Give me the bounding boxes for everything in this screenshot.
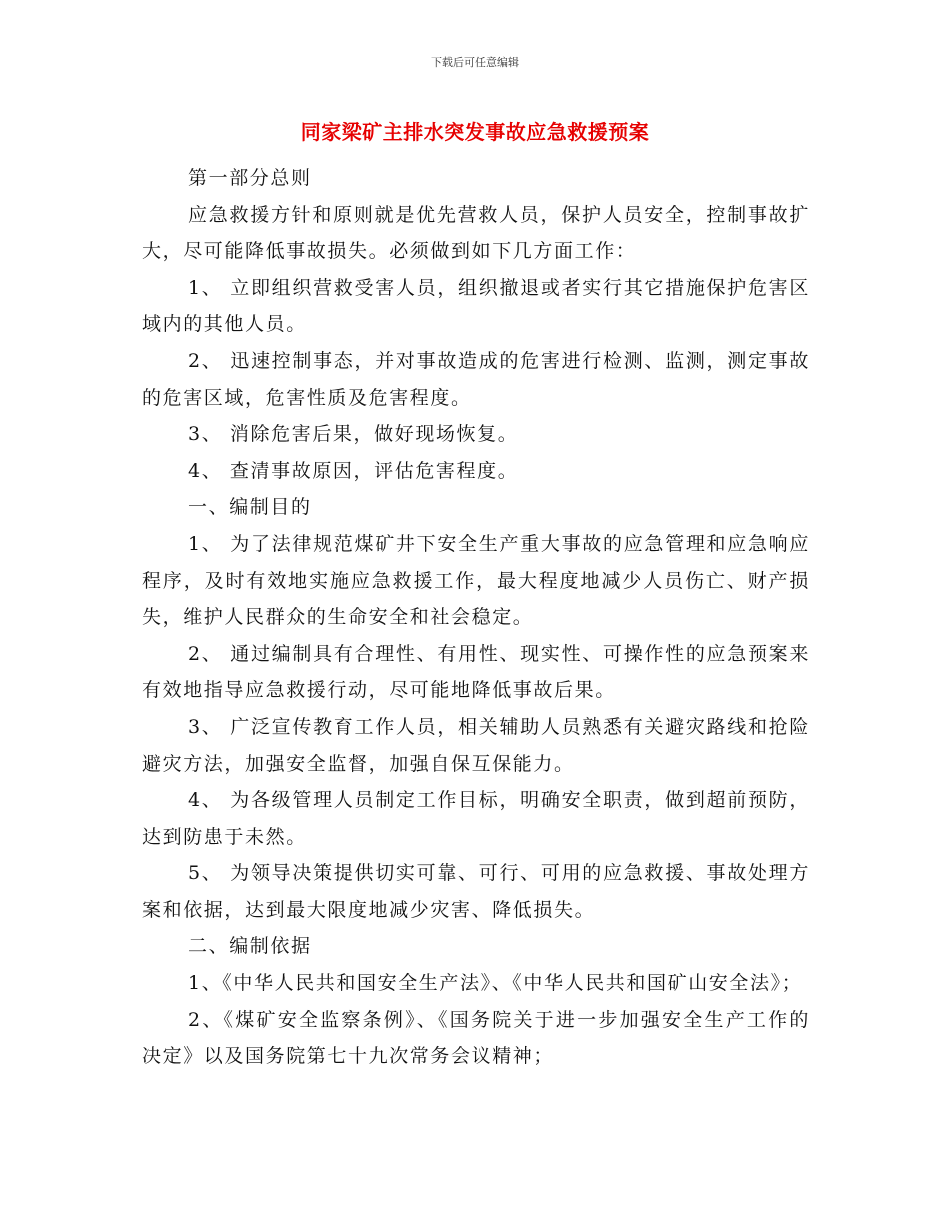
header-note: 下载后可任意编辑	[431, 56, 519, 69]
paragraph: 3、 消除危害后果，做好现场恢复。	[188, 423, 519, 446]
document-title: 同家梁矿主排水突发事故应急救援预案	[300, 120, 650, 144]
paragraph: 1、 为了法律规范煤矿井下安全生产重大事故的应急管理和应急响应程序，及时有效地实施应急救援工作，最大程度地减少人员伤亡、财产损失，维护人民群众的生命安全和社会稳定。	[142, 532, 810, 629]
paragraph: 应急救援方针和原则就是优先营救人员，保护人员安全，控制事故扩大，尽可能降低事故损失。必须做到如下几方面工作：	[142, 203, 810, 263]
paragraph: 4、 查清事故原因，评估危害程度。	[188, 459, 519, 482]
paragraph: 5、 为领导决策提供切实可靠、可行、可用的应急救援、事故处理方案和依据，达到最大限度地减少灾害、降低损失。	[142, 862, 810, 921]
section-heading: 一、编制目的	[188, 496, 312, 519]
paragraph: 第一部分总则	[188, 167, 312, 189]
paragraph: 2、 通过编制具有合理性、有用性、现实性、可操作性的应急预案来有效地指导应急救援行动，尽可能地降低事故后果。	[142, 642, 810, 702]
paragraph: 1、《中华人民共和国安全生产法》、《中华人民共和国矿山安全法》；	[188, 972, 803, 995]
paragraph: 1、 立即组织营救受害人员，组织撤退或者实行其它措施保护危害区域内的其他人员。	[142, 276, 810, 336]
paragraph: 2、 迅速控制事态，并对事故造成的危害进行检测、监测，测定事故的危害区域，危害性质及危害程度。	[142, 349, 810, 409]
document-body	[142, 160, 810, 1075]
section-heading: 二、编制依据	[188, 935, 312, 958]
paragraph: 3、 广泛宣传教育工作人员，相关辅助人员熟悉有关避灾路线和抢险避灾方法，加强安全监督，加强自保互保能力。	[142, 715, 810, 775]
paragraph: 4、 为各级管理人员制定工作目标，明确安全职责，做到超前预防，达到防患于未然。	[142, 789, 810, 848]
paragraph: 2、《煤矿安全监察条例》、《国务院关于进一步加强安全生产工作的决定》以及国务院第七十九次常务会议精神；	[142, 1008, 810, 1068]
